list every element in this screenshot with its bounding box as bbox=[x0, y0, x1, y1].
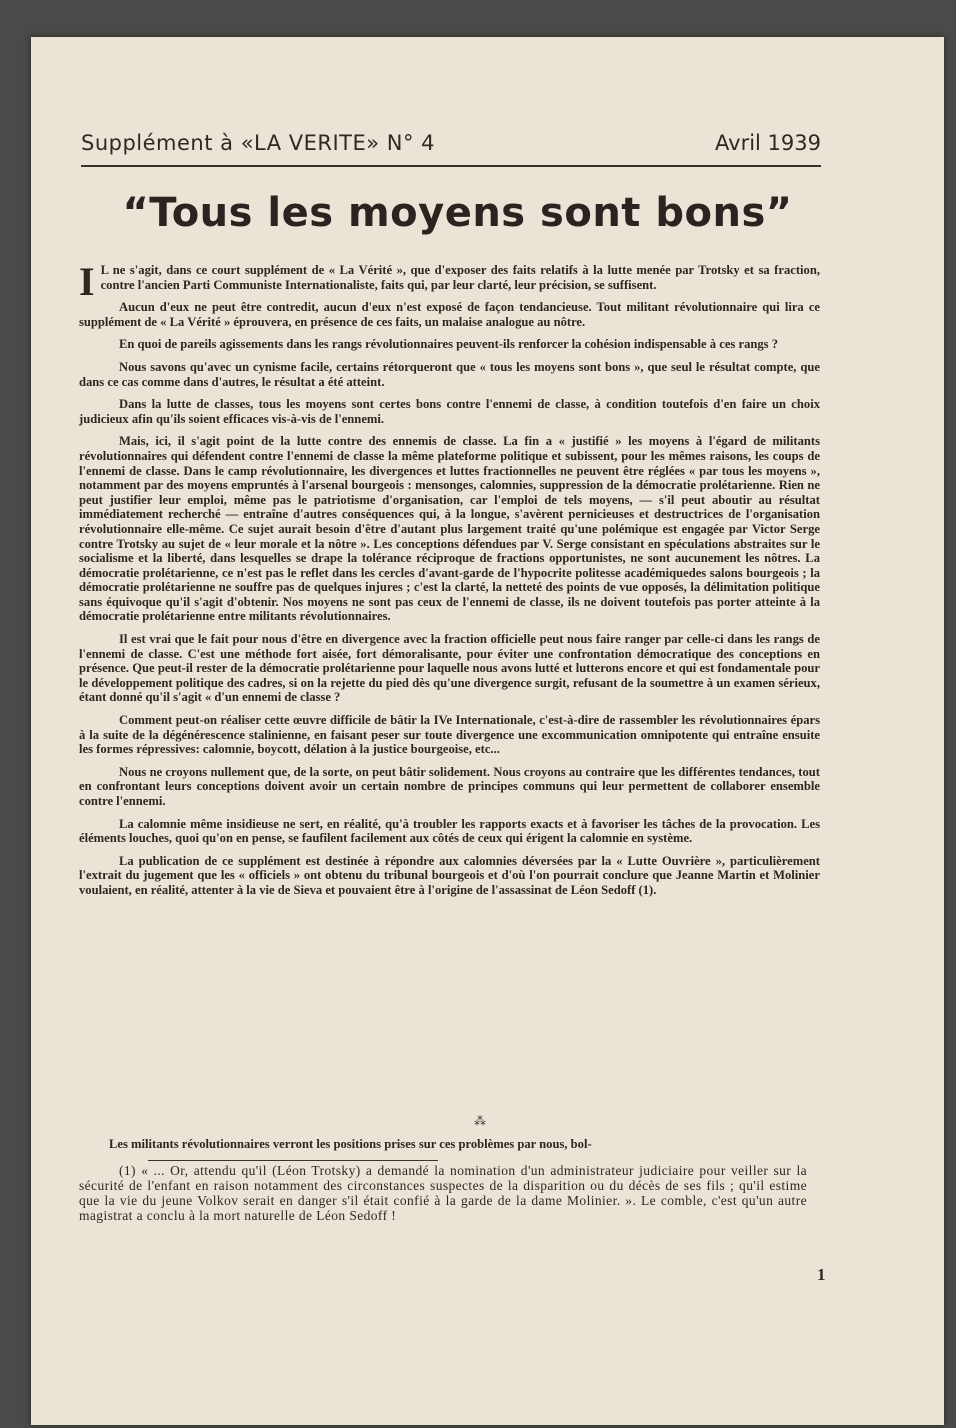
paragraph: Nous savons qu'avec un cynisme facile, certains rétorqueront que « tous les moyens sont bons », que seul le résultat compte, que dans ce cas comme dans d'autres, le résultat a été atteint. bbox=[79, 359, 820, 389]
paragraph: Dans la lutte de classes, tous les moyens sont certes bons contre l'ennemi de classe, à condition toutefois d'en faire un choix judicieux afin qu'ils soient efficaces vis-à-vis de l'ennemi. bbox=[79, 397, 820, 426]
paragraph-continued: Les militants révolutionnaires verront les positions prises sur ces problèmes par nous, bol- bbox=[109, 1137, 592, 1151]
paragraph bbox=[79, 259, 820, 304]
asterism-separator: ⁂ bbox=[474, 1114, 486, 1128]
paragraph: Nous ne croyons nullement que, de la sorte, on peut bâtir solidement. Nous croyons au contraire que les différentes tendances, tout en confrontant leurs conceptions doivent avoir un certain nombre de principes communs qui leur permettent de collaborer ensemble contre l'ennemi. bbox=[79, 764, 820, 808]
paragraph-text: L ne s'agit, dans ce court supplément de « La Vérité », que d'exposer des faits relatifs à la lutte menée par Trotsky et sa fraction, contre l'ancien Parti Communiste Internationaliste, faits qui, par leur clarté, leur précision, se suffisent. bbox=[100, 263, 820, 292]
paragraph: La calomnie même insidieuse ne sert, en réalité, qu'à troubler les rapports exacts et à favoriser les tâches de la provocation. Les éléments louches, quoi qu'on en pense, se faufilent facilement aux côtés de ceux qui érigent la calomnie en système. bbox=[79, 816, 820, 846]
page-number: 1 bbox=[817, 1265, 826, 1284]
footnote: (1) « ... Or, attendu qu'il (Léon Trotsky) a demandé la nomination d'un administrateur judiciaire pour veiller sur la sécurité de l'enfant en raison notamment des circonstances suspectes de la disparition ou du décès de ses fils ; qu'il estime que la vie du jeune Volkov serait en danger s'il était confié à la garde de la dame Molinier. ». Le comble, c'est qu'un autre magistrat a conclu à la mort naturelle de Léon Sedoff ! bbox=[79, 1163, 807, 1223]
headline: “Tous les moyens sont bons” bbox=[122, 190, 793, 236]
footnote-rule bbox=[148, 1160, 438, 1161]
masthead-date: Avril 1939 bbox=[715, 131, 821, 155]
drop-cap: I bbox=[79, 259, 95, 304]
masthead-publication: Supplément à «LA VERITE» N° 4 bbox=[81, 131, 436, 155]
paragraph: La publication de ce supplément est destinée à répondre aux calomnies déversées par la « Lutte Ouvrière », particulièrement l'extrait du jugement que les « officiels » ont obtenu du tribunal bourgeois et d'où l'on pourrait conclure que Jeanne Martin et Molinier voulaient, en réalité, attenter à la vie de Sieva et pouvaient être à l'origine de l'assassinat de Léon Sedoff (1). bbox=[79, 853, 820, 897]
masthead bbox=[81, 131, 821, 167]
paragraph: Il est vrai que le fait pour nous d'être en divergence avec la fraction officielle peut nous faire ranger par celle-ci dans les rangs de l'ennemi de classe. C'est une méthode fort aisée, fort démoralisante, pour éviter une confrontation démocratique des conceptions en présence. Que peut-il rester de la démocratie prolétarienne pour laquelle nous avons lutté et lutterons encore et qui est fondamentale pour le développement politique des cadres, si on la rejette du pied dès qu'une divergence surgit, refusant de la soumettre à un examen sérieux, étant donné qu'il s'agit « d'un ennemi de classe ? bbox=[79, 632, 820, 705]
paragraph: En quoi de pareils agissements dans les rangs révolutionnaires peuvent-ils renforcer la cohésion indispensable à ces rangs ? bbox=[119, 337, 779, 352]
paragraph: Comment peut-on réaliser cette œuvre difficile de bâtir la IVe Internationale, c'est-à-dire de rassembler les révolutionnaires épars à la suite de la dégénérescence stalinienne, en faisant peser sur toute divergence une excommunication omnipotente qui entraîne ensuite les formes répressives: calomnie, boycott, délation à la justice bourgeoise, etc... bbox=[79, 713, 820, 757]
paragraph: Aucun d'eux ne peut être contredit, aucun d'eux n'est exposé de façon tendancieuse. Tout militant révolutionnaire qui lira ce supplément de « La Vérité » éprouvera, en présence de ces faits, un malaise analogue au nôtre. bbox=[79, 300, 820, 329]
article-body bbox=[79, 259, 820, 906]
paragraph: Mais, ici, il s'agit point de la lutte contre des ennemis de classe. La fin a « justifié » les moyens à l'égard de militants révolutionnaires qui défendent contre l'ennemi de classe la même plateforme politique et subissent, pour les mêmes raisons, les coups de l'ennemi de classe. Dans le camp révolutionnaire, les divergences et luttes fractionnelles ne peuvent être réglées « par tous les moyens », notamment par des moyens empruntés à l'arsenal bourgeois : mensonges, calomnies, suppression de la démocratie prolétarienne. Rien ne peut justifier leur emploi, même pas le patriotisme d'organisation, car l'emploi de tels moyens, — s'il peut aboutir au résultat immédiatement recherché — entraîne d'autres conséquences qui, à la longue, s'avèrent pernicieuses et destructrices de l'organisation révolutionnaire elle-même. Ce sujet aurait besoin d'être d'autant plus largement traité qu'une polémique est engagée par Victor Serge contre Trotsky au sujet de « leur morale et la nôtre ». Les conceptions défendues par V. Serge consistant en spéculations abstraites sur le socialisme et la liberté, dans lesquelles se drape la tolérance réciproque de fractions opportunistes, ne sont aucunement les nôtres. La démocratie prolétarienne, ce n'est pas le reflet dans les cercles d'avant-garde de l'hypocrite politesse académiquedes salons bourgeois ; la démocratie prolétarienne ne souffre pas de quelques injures ; c'est la clarté, la netteté des points de vue opposés, la délimitation politique sans équivoque qu'il s'agit d'obtenir. Nos moyens ne sont pas ceux de l'ennemi de classe, ils ne doivent toutefois pas porter atteinte à la démocratie prolétarienne entre militants révolutionnaires. bbox=[79, 434, 820, 624]
